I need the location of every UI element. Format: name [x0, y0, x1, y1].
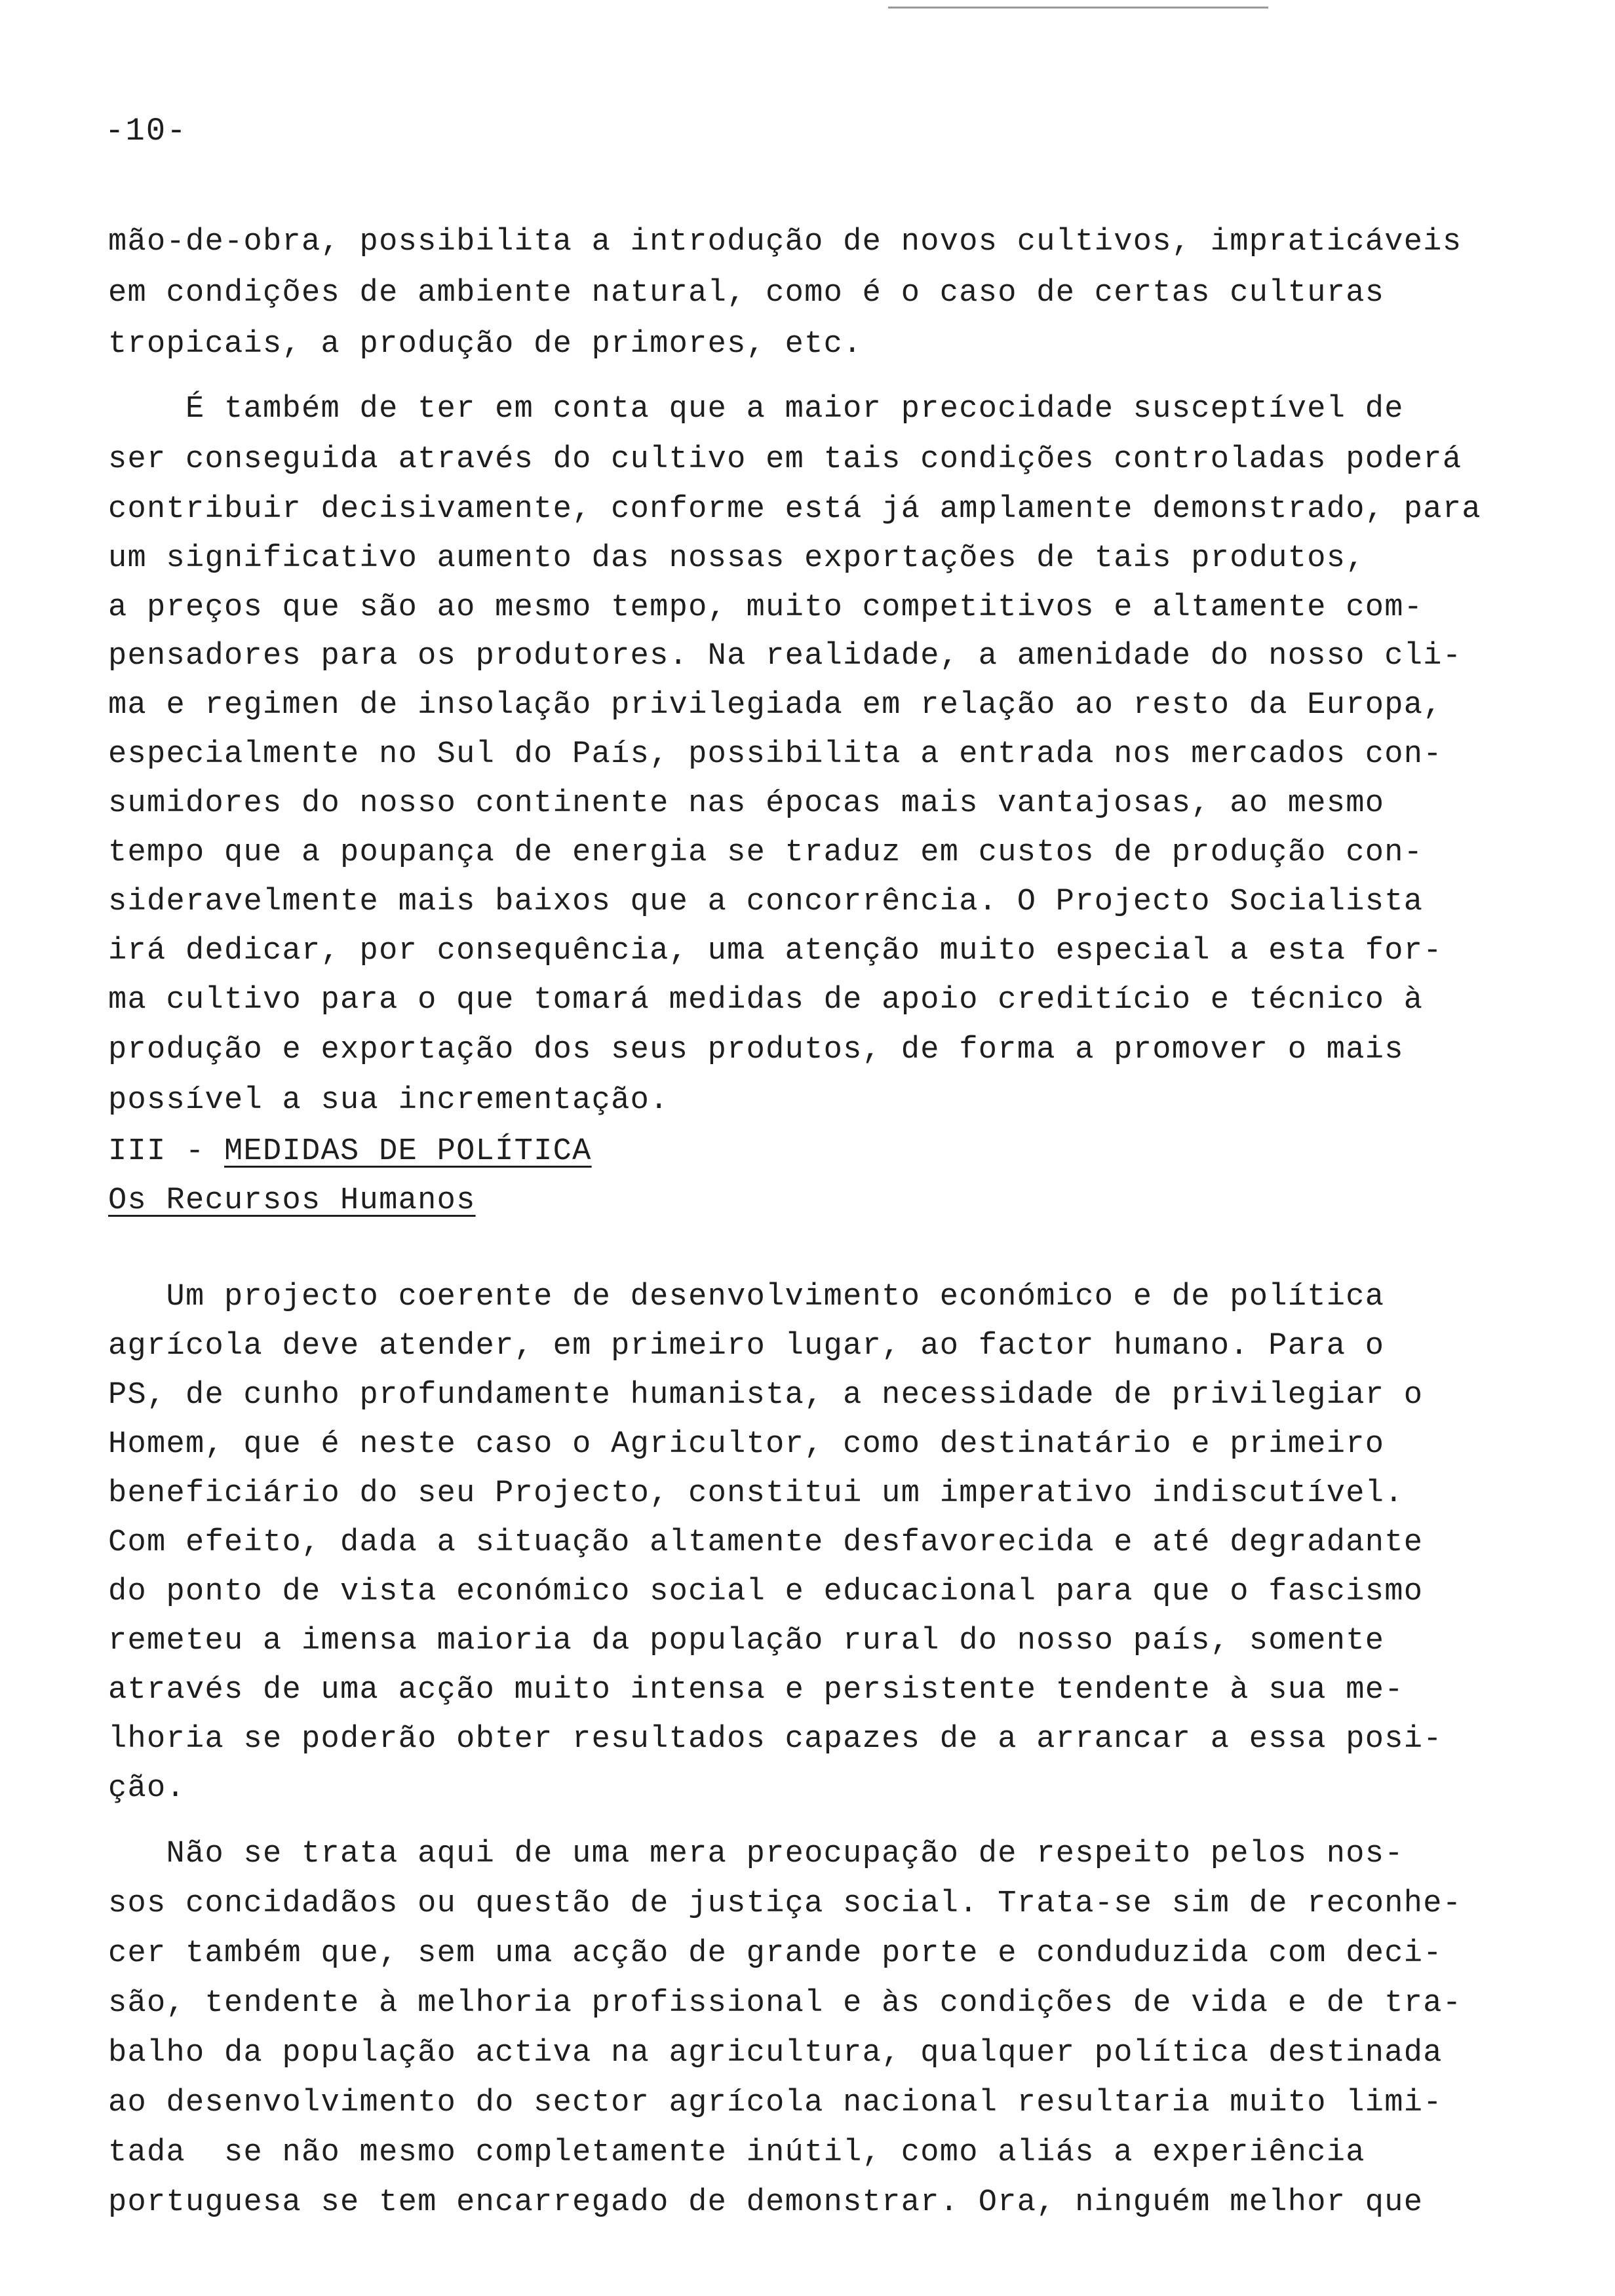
text-line: remeteu a imensa maioria da população rural do nosso país, somente — [108, 1624, 1385, 1658]
text-line: sos concidadãos ou questão de justiça social. Trata-se sim de reconhe- — [108, 1886, 1462, 1921]
text-line: do ponto de vista económico social e educacional para que o fascismo — [108, 1575, 1424, 1609]
text-line: tada se não mesmo completamente inútil, como aliás a experiência — [108, 2135, 1365, 2170]
text-line: Homem, que é neste caso o Agricultor, como destinatário e primeiro — [108, 1427, 1385, 1462]
text-line: possível a sua incrementação. — [108, 1083, 669, 1118]
subheading-text: Os Recursos Humanos — [108, 1183, 476, 1218]
text-line: um significativo aumento das nossas exportações de tais produtos, — [108, 541, 1365, 576]
text-line: agrícola deve atender, em primeiro lugar, ao factor humano. Para o — [108, 1329, 1385, 1364]
text-line: mão-de-obra, possibilita a introdução de novos cultivos, impraticáveis — [108, 225, 1462, 259]
top-rule — [888, 7, 1268, 9]
page-number: -10- — [105, 113, 187, 149]
section-heading — [108, 1132, 592, 1172]
text-line: balho da população activa na agricultura, qualquer política destinada — [108, 2036, 1443, 2071]
text-line: ção. — [108, 1771, 186, 1806]
text-line: contribuir decisivamente, conforme está já amplamente demonstrado, para — [108, 492, 1481, 527]
section-heading-prefix: III - — [108, 1134, 225, 1169]
text-line: Com efeito, dada a situação altamente desfavorecida e até degradante — [108, 1525, 1424, 1560]
text-line: beneficiário do seu Projecto, constitui um imperativo indiscutível. — [108, 1476, 1404, 1511]
text-line: a preços que são ao mesmo tempo, muito competitivos e altamente com- — [108, 590, 1424, 625]
text-line: lhoria se poderão obter resultados capazes de a arrancar a essa posi- — [108, 1722, 1443, 1757]
text-line: especialmente no Sul do País, possibilita a entrada nos mercados con- — [108, 737, 1443, 772]
text-line: Um projecto coerente de desenvolvimento económico e de política — [108, 1280, 1385, 1314]
text-line: É também de ter em conta que a maior precocidade susceptível de — [108, 392, 1404, 427]
text-line: portuguesa se tem encarregado de demonstrar. Ora, ninguém melhor que — [108, 2185, 1424, 2220]
text-line: ma cultivo para o que tomará medidas de apoio creditício e técnico à — [108, 983, 1424, 1018]
text-line: produção e exportação dos seus produtos, de forma a promover o mais — [108, 1033, 1404, 1067]
section-heading-title: MEDIDAS DE POLÍTICA — [224, 1134, 592, 1169]
text-line: sumidores do nosso continente nas épocas mais vantajosas, ao mesmo — [108, 786, 1385, 821]
text-line: sideravelmente mais baixos que a concorrência. O Projecto Socialista — [108, 885, 1424, 919]
text-line: através de uma acção muito intensa e persistente tendente à sua me- — [108, 1673, 1404, 1708]
text-line: cer também que, sem uma acção de grande porte e conduduzida com deci- — [108, 1936, 1443, 1971]
text-line: pensadores para os produtores. Na realidade, a amenidade do nosso cli- — [108, 639, 1462, 674]
text-line: ao desenvolvimento do sector agrícola nacional resultaria muito limi- — [108, 2086, 1443, 2120]
text-line: irá dedicar, por consequência, uma atenção muito especial a esta for- — [108, 934, 1443, 968]
text-line: PS, de cunho profundamente humanista, a necessidade de privilegiar o — [108, 1378, 1424, 1413]
text-line: ser conseguida através do cultivo em tais condições controladas poderá — [108, 442, 1462, 477]
text-line: Não se trata aqui de uma mera preocupação de respeito pelos nos- — [108, 1837, 1404, 1871]
text-line: ma e regimen de insolação privilegiada em relação ao resto da Europa, — [108, 688, 1443, 723]
text-line: são, tendente à melhoria profissional e às condições de vida e de tra- — [108, 1986, 1462, 2021]
text-line: tropicais, a produção de primores, etc. — [108, 327, 863, 362]
text-line: tempo que a poupança de energia se traduz em custos de produção con- — [108, 835, 1424, 870]
subheading — [108, 1181, 476, 1221]
text-line: em condições de ambiente natural, como é o caso de certas culturas — [108, 276, 1385, 311]
